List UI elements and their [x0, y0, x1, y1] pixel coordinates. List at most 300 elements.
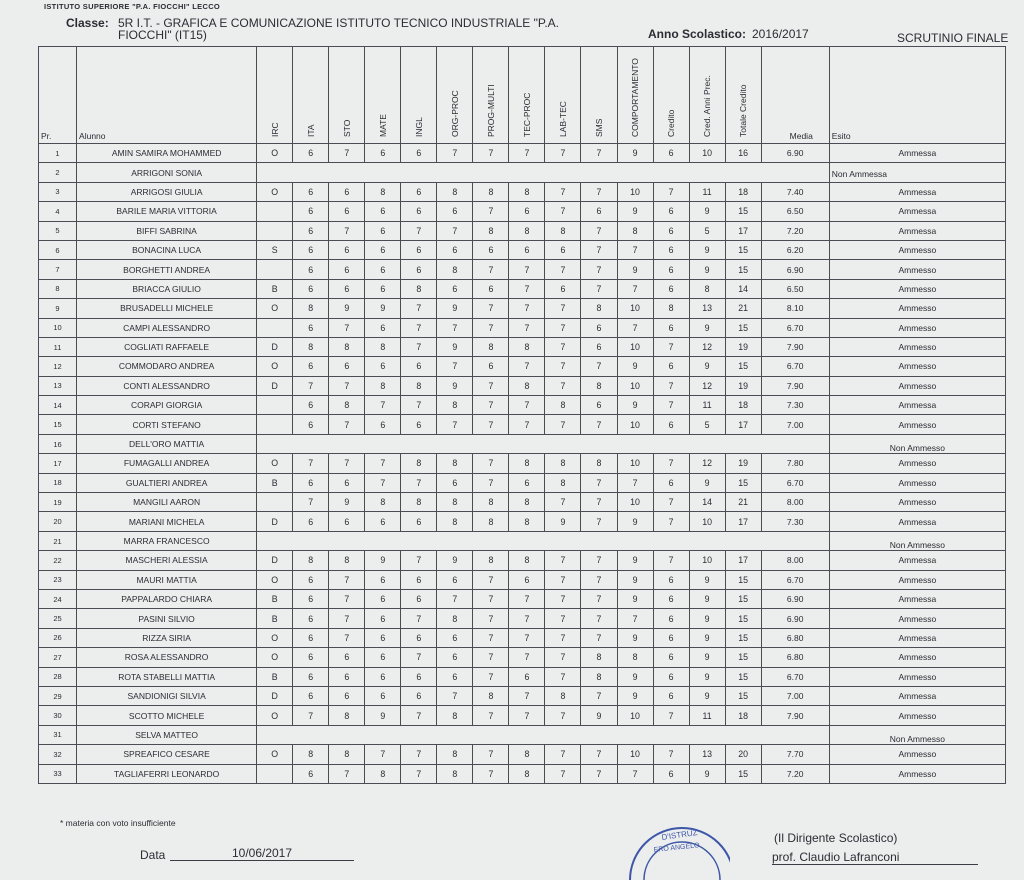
grade-cell: 8 [401, 454, 437, 473]
table-row [39, 706, 1006, 725]
grade-cell: 6 [293, 570, 329, 589]
esito-cell [829, 415, 1005, 434]
grade-cell: 8 [437, 764, 473, 783]
grade-cell: 8 [509, 454, 545, 473]
grade-cell: 7 [401, 764, 437, 783]
media-cell: 7.00 [761, 686, 829, 705]
grade-cell: 7 [473, 260, 509, 279]
grade-cell: 7 [545, 551, 581, 570]
grade-cell: 8 [473, 221, 509, 240]
grade-cell: 6 [365, 202, 401, 221]
table-row [39, 531, 1006, 550]
grade-cell: O [257, 299, 293, 318]
grade-cell: 9 [329, 299, 365, 318]
grade-cell: 6 [437, 570, 473, 589]
grade-cell: 10 [617, 706, 653, 725]
esito-cell [829, 551, 1005, 570]
media-cell: 6.70 [761, 667, 829, 686]
grade-cell: D [257, 337, 293, 356]
grade-cell: O [257, 648, 293, 667]
grade-cell: 7 [545, 376, 581, 395]
esito-cell [829, 396, 1005, 415]
grade-cell: 7 [437, 686, 473, 705]
esito-cell [829, 628, 1005, 647]
grade-cell: 8 [365, 764, 401, 783]
esito-value: Ammessa [898, 516, 937, 527]
student-name: SPREAFICO CESARE [77, 745, 257, 764]
esito-value: Ammesso [898, 710, 937, 721]
grade-cell: 7 [365, 745, 401, 764]
grade-cell: 15 [725, 764, 761, 783]
grade-cell: 8 [437, 396, 473, 415]
grade-cell: 7 [437, 318, 473, 337]
grade-cell: 9 [689, 686, 725, 705]
row-number: 18 [39, 473, 77, 492]
grade-cell: 7 [473, 318, 509, 337]
school-name: ISTITUTO SUPERIORE "P.A. FIOCCHI" LECCO [44, 2, 221, 11]
grade-cell: 7 [653, 376, 689, 395]
table-row [39, 628, 1006, 647]
grade-cell: 7 [581, 609, 617, 628]
grade-cell: 8 [293, 299, 329, 318]
table-row [39, 299, 1006, 318]
grade-cell: 7 [293, 493, 329, 512]
grade-cell: 19 [725, 376, 761, 395]
grade-cell: 7 [581, 570, 617, 589]
grade-cell: 7 [473, 609, 509, 628]
esito-cell [829, 279, 1005, 298]
grade-cell: 7 [581, 260, 617, 279]
grade-cell: 7 [581, 279, 617, 298]
grade-cell: 6 [293, 648, 329, 667]
grade-cell: 7 [473, 299, 509, 318]
media-cell: 6.80 [761, 628, 829, 647]
grade-cell: 7 [653, 454, 689, 473]
student-name: PASINI SILVIO [77, 609, 257, 628]
grade-cell: 7 [437, 415, 473, 434]
grade-cell: 6 [329, 182, 365, 201]
media-cell: 6.70 [761, 318, 829, 337]
esito-value: Ammesso [898, 283, 937, 294]
media-cell: 7.90 [761, 376, 829, 395]
row-number: 32 [39, 745, 77, 764]
grade-cell: 9 [545, 512, 581, 531]
grade-cell: B [257, 589, 293, 608]
esito-value: Ammesso [898, 245, 937, 256]
grade-cell: 6 [365, 570, 401, 589]
grade-cell: 15 [725, 357, 761, 376]
grade-cell: 7 [545, 144, 581, 163]
grade-cell: 18 [725, 706, 761, 725]
esito-value: Ammesso [898, 361, 937, 372]
grade-cell: 7 [437, 221, 473, 240]
grade-cell: 7 [545, 318, 581, 337]
esito-value: Ammesso [898, 419, 937, 430]
grade-cell: 6 [401, 686, 437, 705]
grade-cell: 8 [365, 182, 401, 201]
grade-cell: 7 [473, 376, 509, 395]
grade-cell: B [257, 667, 293, 686]
school-stamp [620, 820, 730, 880]
grade-cell: 8 [329, 745, 365, 764]
grade-cell: 7 [581, 628, 617, 647]
grade-cell: 6 [653, 648, 689, 667]
student-name: BARILE MARIA VITTORIA [77, 202, 257, 221]
esito-value: Ammessa [898, 555, 937, 566]
grade-cell: 7 [473, 144, 509, 163]
grade-cell: 7 [545, 570, 581, 589]
grade-cell: 6 [365, 144, 401, 163]
grade-cell: 10 [617, 337, 653, 356]
grade-cell: 7 [545, 706, 581, 725]
grade-cell: 6 [509, 202, 545, 221]
grade-cell: 8 [473, 337, 509, 356]
grade-cell: 6 [401, 260, 437, 279]
table-row [39, 182, 1006, 201]
media-cell: 7.90 [761, 337, 829, 356]
grade-cell: 7 [329, 144, 365, 163]
grade-cell: O [257, 570, 293, 589]
media-cell: 6.90 [761, 589, 829, 608]
table-row [39, 686, 1006, 705]
grade-cell: O [257, 144, 293, 163]
col-subject: IRC [257, 47, 293, 144]
grade-cell: 7 [545, 628, 581, 647]
grade-cell [257, 202, 293, 221]
grade-cell: 8 [437, 493, 473, 512]
media-cell: 6.70 [761, 570, 829, 589]
grade-cell: D [257, 376, 293, 395]
grade-cell: 6 [473, 240, 509, 259]
col-subject: TEC-PROC [509, 47, 545, 144]
grade-cell: 8 [581, 454, 617, 473]
grade-cell: 7 [473, 589, 509, 608]
grade-cell: 7 [473, 202, 509, 221]
esito-cell [829, 686, 1005, 705]
grade-cell: 7 [509, 648, 545, 667]
col-media: Media [761, 47, 829, 144]
grade-cell: 6 [365, 667, 401, 686]
grade-cell: 8 [473, 182, 509, 201]
grade-cell: 6 [437, 240, 473, 259]
grade-cell: 6 [401, 415, 437, 434]
grade-cell: 6 [653, 357, 689, 376]
grade-cell: 8 [509, 512, 545, 531]
table-row [39, 551, 1006, 570]
grade-cell: 8 [293, 745, 329, 764]
row-number: 31 [39, 725, 77, 744]
media-cell: 7.30 [761, 512, 829, 531]
date-label: Data [140, 848, 166, 862]
col-subject: ITA [293, 47, 329, 144]
student-name: CORAPI GIORGIA [77, 396, 257, 415]
grade-cell: 9 [365, 551, 401, 570]
grade-cell: 7 [617, 240, 653, 259]
grade-cell: 7 [653, 512, 689, 531]
table-row [39, 415, 1006, 434]
grade-cell: 9 [617, 628, 653, 647]
row-number: 21 [39, 531, 77, 550]
grade-cell: 7 [329, 454, 365, 473]
grade-cell: 15 [725, 318, 761, 337]
grade-cell: O [257, 628, 293, 647]
table-row [39, 745, 1006, 764]
grade-cell: 15 [725, 473, 761, 492]
grade-cell: 11 [689, 182, 725, 201]
grade-cell: 7 [581, 357, 617, 376]
esito-cell [829, 299, 1005, 318]
grade-cell: 9 [689, 764, 725, 783]
table-row [39, 396, 1006, 415]
row-number: 1 [39, 144, 77, 163]
grade-cell: 8 [689, 279, 725, 298]
grade-cell: 7 [509, 357, 545, 376]
grade-cell: 7 [473, 706, 509, 725]
row-number: 5 [39, 221, 77, 240]
grade-cell: 7 [473, 454, 509, 473]
grade-cell: 7 [473, 570, 509, 589]
grade-cell: 6 [329, 260, 365, 279]
grade-cell: 10 [617, 454, 653, 473]
grade-cell: 7 [509, 609, 545, 628]
grade-cell: 6 [653, 473, 689, 492]
student-name: SCOTTO MICHELE [77, 706, 257, 725]
grade-cell: 8 [329, 337, 365, 356]
grade-cell: 6 [293, 396, 329, 415]
esito-value: Ammesso [898, 768, 937, 779]
grade-cell: 8 [509, 764, 545, 783]
grade-cell: 6 [329, 240, 365, 259]
grade-cell: 7 [509, 396, 545, 415]
grade-cell: 8 [437, 706, 473, 725]
grade-cell: 7 [401, 221, 437, 240]
esito-cell [829, 589, 1005, 608]
media-cell: 7.30 [761, 396, 829, 415]
grade-cell: 10 [689, 512, 725, 531]
grade-cell: 7 [545, 667, 581, 686]
row-number: 29 [39, 686, 77, 705]
grade-cell: 6 [653, 667, 689, 686]
esito-cell [829, 570, 1005, 589]
media-cell: 6.90 [761, 260, 829, 279]
grade-cell: 7 [365, 473, 401, 492]
media-cell: 6.20 [761, 240, 829, 259]
grade-cell: 7 [509, 415, 545, 434]
esito-cell [829, 221, 1005, 240]
grade-cell: 7 [653, 745, 689, 764]
grade-cell: 8 [293, 337, 329, 356]
grade-cell: 7 [581, 221, 617, 240]
grade-cell: 6 [401, 240, 437, 259]
grade-cell: 6 [437, 202, 473, 221]
grade-cell: 6 [653, 202, 689, 221]
student-name: COGLIATI RAFFAELE [77, 337, 257, 356]
grade-cell: 6 [329, 202, 365, 221]
svg-text:ERO ANGELO: ERO ANGELO [653, 842, 700, 854]
grade-cell: 19 [725, 337, 761, 356]
grade-cell: 7 [617, 609, 653, 628]
student-name: BORGHETTI ANDREA [77, 260, 257, 279]
grade-cell: 9 [689, 260, 725, 279]
grade-cell: 6 [473, 279, 509, 298]
grade-cell: 11 [689, 706, 725, 725]
grade-cell: 8 [437, 182, 473, 201]
grade-cell: 6 [329, 279, 365, 298]
grade-cell: 15 [725, 628, 761, 647]
grade-cell: 15 [725, 260, 761, 279]
grade-cell: 7 [545, 182, 581, 201]
grade-cell: 6 [365, 628, 401, 647]
grade-cell: 9 [617, 570, 653, 589]
col-subject: INGL [401, 47, 437, 144]
grade-cell: 6 [581, 318, 617, 337]
row-number: 20 [39, 512, 77, 531]
grade-cell: 8 [581, 376, 617, 395]
row-number: 28 [39, 667, 77, 686]
grade-cell: 18 [725, 396, 761, 415]
table-row [39, 589, 1006, 608]
grade-cell: 5 [689, 221, 725, 240]
row-number: 7 [39, 260, 77, 279]
grade-cell: 7 [329, 415, 365, 434]
row-number: 8 [39, 279, 77, 298]
grade-cell: 6 [401, 202, 437, 221]
grade-cell: 7 [581, 473, 617, 492]
grade-cell: 9 [365, 706, 401, 725]
grade-cell: 7 [581, 745, 617, 764]
empty-grades [257, 163, 830, 182]
grade-cell: 7 [545, 415, 581, 434]
student-name: CORTI STEFANO [77, 415, 257, 434]
media-cell: 7.70 [761, 745, 829, 764]
grade-cell: 7 [365, 396, 401, 415]
esito-value: Ammesso [898, 342, 937, 353]
grade-cell: 7 [329, 221, 365, 240]
grade-cell: 8 [509, 551, 545, 570]
grade-cell: 6 [365, 609, 401, 628]
student-name: CONTI ALESSANDRO [77, 376, 257, 395]
grade-cell: 10 [617, 493, 653, 512]
grade-cell: 6 [509, 667, 545, 686]
grade-cell: 8 [473, 493, 509, 512]
grade-cell: 7 [401, 706, 437, 725]
esito-value: Ammesso [898, 671, 937, 682]
grade-cell: 6 [293, 667, 329, 686]
grade-cell: 6 [653, 221, 689, 240]
grade-cell: 7 [401, 745, 437, 764]
table-row [39, 357, 1006, 376]
student-name: COMMODARO ANDREA [77, 357, 257, 376]
student-name: ROSA ALESSANDRO [77, 648, 257, 667]
grade-cell: 7 [581, 240, 617, 259]
grade-cell: 7 [329, 570, 365, 589]
grade-cell: 7 [581, 764, 617, 783]
anno-value: 2016/2017 [752, 27, 809, 41]
empty-grades [257, 531, 830, 550]
grade-cell: 6 [293, 144, 329, 163]
grade-cell: 6 [365, 648, 401, 667]
grade-cell: 8 [581, 648, 617, 667]
scrutinio-title: SCRUTINIO FINALE [897, 31, 1009, 45]
grade-cell: 8 [581, 667, 617, 686]
grade-cell: 9 [617, 667, 653, 686]
col-subject: SMS [581, 47, 617, 144]
esito-value: Ammesso [898, 497, 937, 508]
grade-cell: D [257, 551, 293, 570]
grade-cell: 12 [689, 454, 725, 473]
grade-cell: 8 [329, 396, 365, 415]
row-number: 25 [39, 609, 77, 628]
esito-cell [829, 473, 1005, 492]
esito-cell [829, 357, 1005, 376]
director-name: prof. Claudio Lafranconi [772, 850, 978, 865]
grade-cell: 10 [617, 745, 653, 764]
media-cell: 6.80 [761, 648, 829, 667]
grade-cell: 8 [365, 493, 401, 512]
grade-cell: 6 [365, 512, 401, 531]
grade-cell: 9 [329, 493, 365, 512]
student-name: MARRA FRANCESCO [77, 531, 257, 550]
table-row [39, 473, 1006, 492]
grade-cell: B [257, 279, 293, 298]
esito-cell: Non Ammesso [829, 531, 1005, 550]
grade-cell: 7 [581, 144, 617, 163]
grade-cell: 7 [545, 589, 581, 608]
table-row [39, 240, 1006, 259]
row-number: 24 [39, 589, 77, 608]
grade-cell: 7 [473, 667, 509, 686]
grade-cell: 7 [293, 454, 329, 473]
grade-cell: 10 [617, 415, 653, 434]
media-cell: 7.00 [761, 415, 829, 434]
grade-cell: 7 [581, 589, 617, 608]
grade-cell: 9 [689, 648, 725, 667]
media-cell: 6.50 [761, 202, 829, 221]
media-cell: 6.90 [761, 609, 829, 628]
row-number: 30 [39, 706, 77, 725]
grade-cell: 14 [689, 493, 725, 512]
table-row [39, 725, 1006, 744]
grade-cell: 15 [725, 240, 761, 259]
grade-cell: 8 [509, 182, 545, 201]
student-name: SELVA MATTEO [77, 725, 257, 744]
grade-cell: 7 [653, 337, 689, 356]
grade-cell: 7 [545, 745, 581, 764]
grade-cell: 7 [437, 357, 473, 376]
grade-cell: 8 [365, 337, 401, 356]
grade-cell: 6 [437, 648, 473, 667]
media-cell: 8.00 [761, 551, 829, 570]
grade-cell: 6 [509, 240, 545, 259]
grade-cell: 9 [689, 609, 725, 628]
grade-cell: 6 [293, 357, 329, 376]
grade-cell: 6 [653, 628, 689, 647]
grade-cell: 6 [437, 279, 473, 298]
grade-cell: 17 [725, 415, 761, 434]
row-number: 2 [39, 163, 77, 182]
esito-cell [829, 648, 1005, 667]
esito-value: Ammessa [898, 225, 937, 236]
grades-table [38, 46, 1006, 784]
esito-cell: Non Ammesso [829, 434, 1005, 453]
grade-cell: 7 [545, 357, 581, 376]
grade-cell: 9 [617, 512, 653, 531]
grade-cell: 16 [725, 144, 761, 163]
grade-cell: 7 [473, 745, 509, 764]
grade-cell: 6 [329, 686, 365, 705]
col-alunno: Alunno [77, 47, 257, 144]
row-number: 23 [39, 570, 77, 589]
